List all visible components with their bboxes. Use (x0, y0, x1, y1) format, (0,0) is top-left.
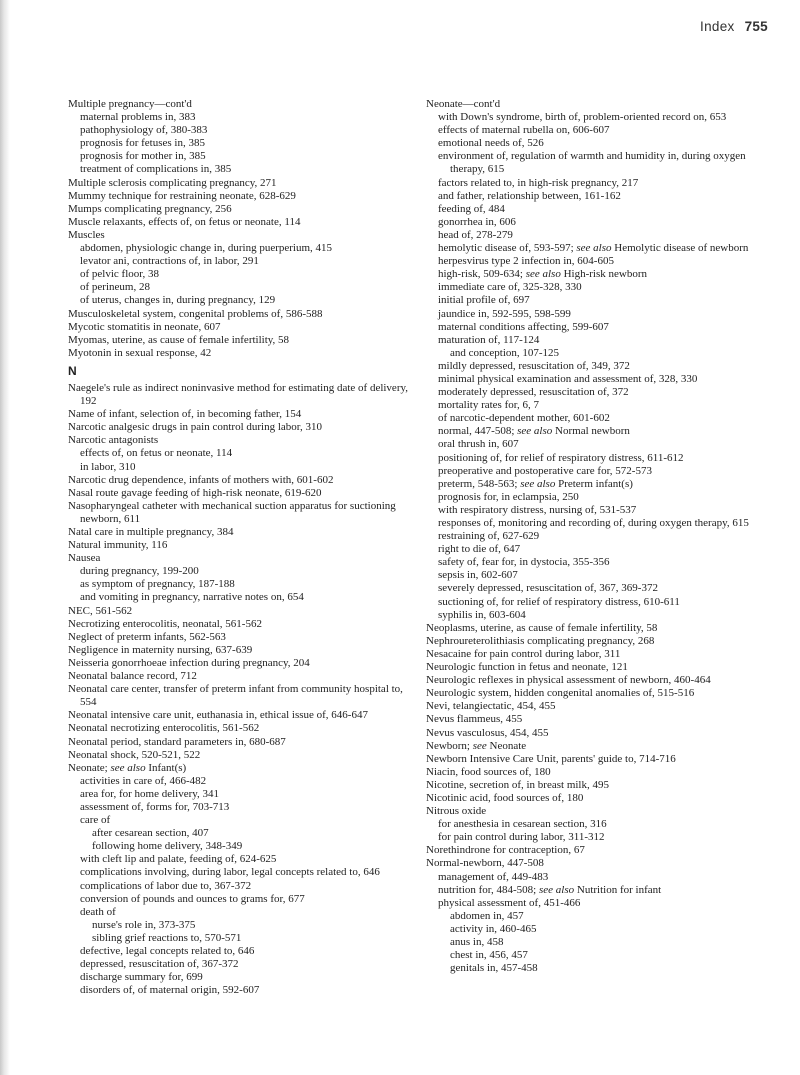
entry-text: Neonatal shock, 520-521, 522 (68, 748, 201, 761)
entry-text: Neonatal intensive care unit, euthanasia in, ethical issue of, 646-647 (68, 709, 368, 722)
entry-text: pathophysiology of, 380-383 (80, 124, 208, 137)
index-entry (68, 98, 413, 111)
entry-text: effects of maternal rubella on, 606-607 (438, 124, 610, 137)
entry-text: Natural immunity, 116 (68, 539, 168, 552)
index-column-right (426, 98, 776, 975)
entry-text: Negligence in maternity nursing, 637-639 (68, 643, 253, 656)
index-entry (68, 487, 413, 500)
entry-text: of uterus, changes in, during pregnancy, 129 (80, 294, 276, 307)
entry-text: Narcotic analgesic drugs in pain control during labor, 310 (68, 421, 323, 434)
index-entry (68, 500, 413, 526)
index-entry (68, 334, 413, 347)
index-entry (68, 347, 413, 360)
entry-text: sibling grief reactions to, 570-571 (92, 931, 242, 944)
index-subentry (426, 255, 776, 268)
entry-text: defective, legal concepts related to, 646 (80, 945, 255, 957)
entry-text: Musculoskeletal system, congenital problems of, 586-588 (68, 307, 323, 320)
index-entry (426, 727, 776, 740)
entry-text: Naegele's rule as indirect noninvasive method for estimating date of delivery, 192 (68, 381, 409, 408)
index-subentry (68, 242, 413, 255)
index-entry (68, 552, 413, 565)
running-head (700, 19, 768, 34)
entry-text: Myotonin in sexual response, 42 (68, 346, 212, 359)
entry-text: and vomiting in pregnancy, narrative notes on, 654 (80, 591, 304, 604)
index-entry (68, 683, 413, 709)
index-letter-heading: N (68, 363, 77, 378)
entry-text: complications involving, during labor, legal concepts related to, 646 (80, 866, 380, 879)
entry-text: with Down's syndrome, birth of, problem-oriented record on, 653 (438, 111, 727, 124)
see-reference: see also (520, 477, 556, 490)
index-entry (68, 321, 413, 334)
cross-reference-target: Hemolytic disease of newborn (611, 242, 749, 255)
cross-reference-target: Neonate (486, 739, 527, 752)
see-reference: see (472, 739, 487, 752)
entry-text: NEC, 561-562 (68, 604, 133, 617)
index-subentry (68, 255, 413, 268)
entry-text: of perineum, 28 (80, 281, 150, 294)
index-subentry (68, 137, 413, 150)
index-subentry (68, 268, 413, 281)
index-entry (426, 622, 776, 635)
entry-text: Mycotic stomatitis in neonate, 607 (68, 320, 221, 333)
index-entry (426, 687, 776, 700)
see-reference: see also (576, 242, 612, 255)
index-entry (426, 805, 776, 818)
entry-text: hemolytic disease of, 593-597; (438, 242, 577, 255)
entry-text: Neonate—cont'd (426, 98, 501, 110)
entry-text: right to die of, 647 (438, 543, 521, 556)
entry-text: Nasopharyngeal catheter with mechanical suction apparatus for suctioning newborn, 611 (68, 499, 396, 525)
index-subentry (426, 478, 776, 491)
index-entry (68, 722, 413, 735)
index-subentry (68, 461, 413, 474)
entry-text: abdomen, physiologic change in, during puerperium, 415 (80, 242, 333, 255)
index-subentry (426, 949, 776, 962)
index-subentry (68, 281, 413, 294)
entry-text: activity in, 460-465 (450, 922, 537, 935)
entry-text: area for, for home delivery, 341 (80, 787, 220, 800)
index-subentry (68, 932, 413, 945)
entry-text: levator ani, contractions of, in labor, 291 (80, 255, 259, 268)
index-subentry (426, 884, 776, 897)
entry-text: Nesacaine for pain control during labor, 311 (426, 647, 621, 660)
index-entry (426, 766, 776, 779)
index-entry (68, 605, 413, 618)
entry-text: conversion of pounds and ounces to grams for, 677 (80, 892, 305, 905)
index-subentry (68, 984, 413, 997)
index-subentry (426, 150, 776, 176)
cross-reference-target: Infant(s) (145, 761, 187, 774)
index-subentry (68, 294, 413, 307)
index-subentry (426, 242, 776, 255)
index-subentry (426, 425, 776, 438)
index-entry (68, 762, 413, 775)
entry-text: Mummy technique for restraining neonate, 628-629 (68, 189, 296, 202)
index-subentry (426, 491, 776, 504)
entry-text: Neurologic reflexes in physical assessment of newborn, 460-464 (426, 674, 711, 687)
index-subentry (68, 801, 413, 814)
index-subentry (68, 827, 413, 840)
index-subentry (426, 517, 776, 530)
entry-text: nutrition for, 484-508; (438, 883, 539, 896)
index-entry (68, 539, 413, 552)
entry-text: physical assessment of, 451-466 (438, 896, 581, 909)
entry-text: responses of, monitoring and recording of, during oxygen therapy, 615 (438, 517, 749, 529)
index-subentry (68, 880, 413, 893)
entry-text: as symptom of pregnancy, 187-188 (80, 578, 235, 591)
entry-text: preoperative and postoperative care for, 572-573 (438, 464, 652, 477)
entry-text: safety of, fear for, in dystocia, 355-356 (438, 556, 610, 569)
index-column-left (68, 98, 413, 997)
index-subentry (426, 412, 776, 425)
entry-text: Muscle relaxants, effects of, on fetus or neonate, 114 (68, 215, 301, 228)
index-subentry (426, 190, 776, 203)
index-entry (426, 792, 776, 805)
entry-text: during pregnancy, 199-200 (80, 565, 199, 578)
entry-text: Nicotine, secretion of, in breast milk, 495 (426, 778, 609, 791)
entry-text: oral thrush in, 607 (438, 438, 519, 451)
cross-reference-target: Nutrition for infant (574, 883, 662, 896)
entry-text: Nevi, telangiectatic, 454, 455 (426, 700, 556, 713)
entry-text: complications of labor due to, 367-372 (80, 879, 252, 892)
index-entry (68, 408, 413, 421)
cross-reference-target: Preterm infant(s) (555, 477, 633, 490)
index-subentry (426, 124, 776, 137)
index-entry (426, 740, 776, 753)
entry-text: Myomas, uterine, as cause of female infertility, 58 (68, 333, 290, 346)
entry-text: anus in, 458 (450, 936, 504, 948)
entry-text: Name of infant, selection of, in becoming father, 154 (68, 408, 302, 421)
entry-text: moderately depressed, resuscitation of, 372 (438, 386, 629, 399)
entry-text: depressed, resuscitation of, 367-372 (80, 958, 239, 971)
index-entry (68, 229, 413, 242)
entry-text: prognosis for, in eclampsia, 250 (438, 490, 579, 503)
cross-reference-target: High-risk newborn (560, 268, 647, 281)
index-entry (68, 749, 413, 762)
index-subentry (426, 569, 776, 582)
entry-text: for pain control during labor, 311-312 (438, 831, 605, 844)
index-subentry (68, 906, 413, 919)
index-entry (426, 98, 776, 111)
index-subentry (68, 919, 413, 932)
entry-text: Newborn Intensive Care Unit, parents' guide to, 714-716 (426, 752, 676, 765)
index-subentry (426, 556, 776, 569)
section-title: Index (700, 19, 735, 34)
entry-text: death of (80, 905, 116, 918)
entry-text: Newborn; (426, 739, 473, 752)
index-subentry (426, 818, 776, 831)
index-subentry (426, 530, 776, 543)
index-subentry (426, 452, 776, 465)
index-entry (68, 434, 413, 447)
entry-text: Neonatal balance record, 712 (68, 670, 197, 683)
index-entry (68, 644, 413, 657)
entry-text: herpesvirus type 2 infection in, 604-605 (438, 255, 614, 268)
index-subentry (426, 281, 776, 294)
entry-text: Narcotic drug dependence, infants of mothers with, 601-602 (68, 473, 334, 486)
entry-text: Neurologic system, hidden congenital anomalies of, 515-516 (426, 687, 695, 700)
index-subentry (68, 163, 413, 176)
index-subentry (426, 582, 776, 595)
index-subentry (426, 177, 776, 190)
entry-text: with cleft lip and palate, feeding of, 624-625 (80, 853, 277, 866)
index-entry (68, 618, 413, 631)
entry-text: maturation of, 117-124 (438, 333, 540, 346)
entry-text: environment of, regulation of warmth and humidity in, during oxygen therapy, 615 (438, 150, 746, 176)
entry-text: jaundice in, 592-595, 598-599 (438, 307, 571, 320)
see-reference: see also (110, 761, 146, 774)
index-entry (426, 648, 776, 661)
entry-text: maternal problems in, 383 (80, 111, 196, 124)
index-entry (68, 631, 413, 644)
index-entry (68, 736, 413, 749)
index-subentry (68, 958, 413, 971)
entry-text: Neonate; (68, 761, 111, 774)
entry-text: of narcotic-dependent mother, 601-602 (438, 412, 610, 425)
entry-text: severely depressed, resuscitation of, 367, 369-372 (438, 582, 658, 595)
index-entry (426, 700, 776, 713)
page-gutter-shadow (0, 0, 10, 1075)
index-subentry (426, 268, 776, 281)
entry-text: high-risk, 509-634; (438, 268, 526, 281)
index-subentry (426, 962, 776, 975)
entry-text: syphilis in, 603-604 (438, 608, 526, 621)
index-entry (426, 713, 776, 726)
entry-text: Neurologic function in fetus and neonate, 121 (426, 661, 628, 674)
index-entry (68, 474, 413, 487)
entry-text: disorders of, of maternal origin, 592-607 (80, 984, 260, 997)
entry-text: for anesthesia in cesarean section, 316 (438, 818, 607, 831)
index-subentry (68, 866, 413, 879)
index-subentry (68, 775, 413, 788)
entry-text: Nevus flammeus, 455 (426, 713, 523, 726)
index-subentry (426, 347, 776, 360)
index-subentry (68, 565, 413, 578)
index-subentry (68, 111, 413, 124)
index-subentry (426, 910, 776, 923)
entry-text: Necrotizing enterocolitis, neonatal, 561-562 (68, 617, 262, 630)
entry-text: positioning of, for relief of respiratory distress, 611-612 (438, 451, 684, 464)
index-subentry (426, 111, 776, 124)
entry-text: preterm, 548-563; (438, 477, 521, 490)
entry-text: sepsis in, 602-607 (438, 569, 518, 582)
index-subentry (426, 399, 776, 412)
index-subentry (426, 386, 776, 399)
entry-text: management of, 449-483 (438, 870, 549, 883)
index-entry (426, 635, 776, 648)
index-subentry (68, 578, 413, 591)
entry-text: treatment of complications in, 385 (80, 163, 232, 176)
entry-text: Normal-newborn, 447-508 (426, 857, 544, 870)
index-entry (68, 421, 413, 434)
index-subentry (426, 216, 776, 229)
index-entry (68, 177, 413, 190)
index-subentry (426, 438, 776, 451)
entry-text: discharge summary for, 699 (80, 971, 203, 984)
entry-text: feeding of, 484 (438, 202, 505, 215)
entry-text: Neonatal care center, transfer of preterm infant from community hospital to, 554 (68, 683, 403, 709)
entry-text: Nevus vasculosus, 454, 455 (426, 726, 549, 739)
index-subentry (426, 897, 776, 910)
entry-text: Multiple sclerosis complicating pregnancy, 271 (68, 176, 277, 189)
index-entry (426, 661, 776, 674)
index-subentry (68, 788, 413, 801)
entry-text: Neonatal necrotizing enterocolitis, 561-562 (68, 722, 260, 735)
entry-text: Nicotinic acid, food sources of, 180 (426, 791, 584, 804)
index-subentry (68, 447, 413, 460)
index-subentry (426, 609, 776, 622)
entry-text: restraining of, 627-629 (438, 530, 540, 543)
entry-text: factors related to, in high-risk pregnancy, 217 (438, 176, 639, 189)
index-subentry (68, 893, 413, 906)
index-entry (426, 779, 776, 792)
index-subentry (68, 150, 413, 163)
index-subentry (68, 971, 413, 984)
index-subentry (426, 543, 776, 556)
see-reference: see also (539, 883, 575, 896)
entry-text: and conception, 107-125 (450, 346, 560, 359)
index-entry (68, 308, 413, 321)
entry-text: care of (80, 814, 111, 827)
entry-text: mortality rates for, 6, 7 (438, 399, 539, 412)
page-number: 755 (744, 19, 768, 34)
entry-text: emotional needs of, 526 (438, 137, 544, 150)
index-entry (426, 753, 776, 766)
entry-text: Nitrous oxide (426, 805, 487, 818)
entry-text: activities in care of, 466-482 (80, 774, 207, 787)
index-entry (68, 382, 413, 408)
index-subentry (68, 591, 413, 604)
entry-text: following home delivery, 348-349 (92, 840, 243, 853)
index-subentry (68, 945, 413, 958)
entry-text: Niacin, food sources of, 180 (426, 765, 551, 778)
index-entry (68, 670, 413, 683)
index-subentry (426, 373, 776, 386)
entry-text: effects of, on fetus or neonate, 114 (80, 447, 233, 460)
entry-text: Multiple pregnancy—cont'd (68, 98, 192, 110)
index-subentry (68, 124, 413, 137)
entry-text: Muscles (68, 228, 105, 241)
entry-text: Nausea (68, 552, 101, 565)
index-entry (68, 216, 413, 229)
index-entry (68, 203, 413, 216)
entry-text: abdomen in, 457 (450, 909, 524, 922)
index-entry (68, 657, 413, 670)
index-subentry (426, 229, 776, 242)
entry-text: prognosis for mother in, 385 (80, 150, 206, 163)
index-subentry (426, 294, 776, 307)
index-subentry (426, 923, 776, 936)
entry-text: Narcotic antagonists (68, 434, 159, 447)
entry-text: maternal conditions affecting, 599-607 (438, 320, 609, 333)
index-subentry (426, 596, 776, 609)
index-entry (426, 674, 776, 687)
index-subentry (426, 308, 776, 321)
entry-text: Mumps complicating pregnancy, 256 (68, 202, 232, 215)
entry-text: Norethindrone for contraception, 67 (426, 844, 585, 857)
index-subentry (426, 203, 776, 216)
entry-text: normal, 447-508; (438, 425, 518, 438)
entry-text: Neoplasms, uterine, as cause of female infertility, 58 (426, 621, 658, 634)
index-entry (426, 857, 776, 870)
index-subentry (426, 831, 776, 844)
index-subentry (68, 814, 413, 827)
index-entry (68, 190, 413, 203)
index-subentry (426, 936, 776, 949)
entry-text: in labor, 310 (80, 460, 136, 473)
index-entry (68, 526, 413, 539)
entry-text: after cesarean section, 407 (92, 827, 209, 840)
see-reference: see also (517, 425, 553, 438)
entry-text: chest in, 456, 457 (450, 949, 528, 962)
index-subentry (426, 137, 776, 150)
entry-text: Natal care in multiple pregnancy, 384 (68, 526, 234, 538)
entry-text: initial profile of, 697 (438, 294, 530, 307)
see-reference: see also (525, 268, 561, 281)
index-subentry (68, 853, 413, 866)
entry-text: immediate care of, 325-328, 330 (438, 281, 582, 294)
index-subentry (426, 871, 776, 884)
index-entry (426, 844, 776, 857)
entry-text: head of, 278-279 (438, 228, 513, 241)
entry-text: assessment of, forms for, 703-713 (80, 800, 230, 813)
entry-text: nurse's role in, 373-375 (92, 918, 196, 931)
entry-text: with respiratory distress, nursing of, 531-537 (438, 503, 637, 516)
entry-text: Neglect of preterm infants, 562-563 (68, 630, 226, 643)
index-subentry (426, 334, 776, 347)
entry-text: suctioning of, for relief of respiratory distress, 610-611 (438, 595, 680, 608)
entry-text: prognosis for fetuses in, 385 (80, 137, 205, 150)
index-entry (68, 709, 413, 722)
entry-text: Neisseria gonorrhoeae infection during pregnancy, 204 (68, 656, 310, 669)
index-subentry (426, 360, 776, 373)
entry-text: Nephroureterolithiasis complicating pregnancy, 268 (426, 634, 655, 647)
index-subentry (426, 321, 776, 334)
entry-text: minimal physical examination and assessment of, 328, 330 (438, 372, 698, 385)
entry-text: genitals in, 457-458 (450, 962, 538, 975)
entry-text: Neonatal period, standard parameters in, 680-687 (68, 735, 286, 748)
entry-text: and father, relationship between, 161-162 (438, 189, 621, 202)
entry-text: mildly depressed, resuscitation of, 349, 372 (438, 359, 630, 372)
entry-text: gonorrhea in, 606 (438, 215, 516, 228)
entry-text: Nasal route gavage feeding of high-risk neonate, 619-620 (68, 486, 322, 499)
cross-reference-target: Normal newborn (552, 425, 630, 438)
index-subentry (68, 840, 413, 853)
entry-text: of pelvic floor, 38 (80, 268, 159, 281)
index-subentry (426, 465, 776, 478)
index-subentry (426, 504, 776, 517)
